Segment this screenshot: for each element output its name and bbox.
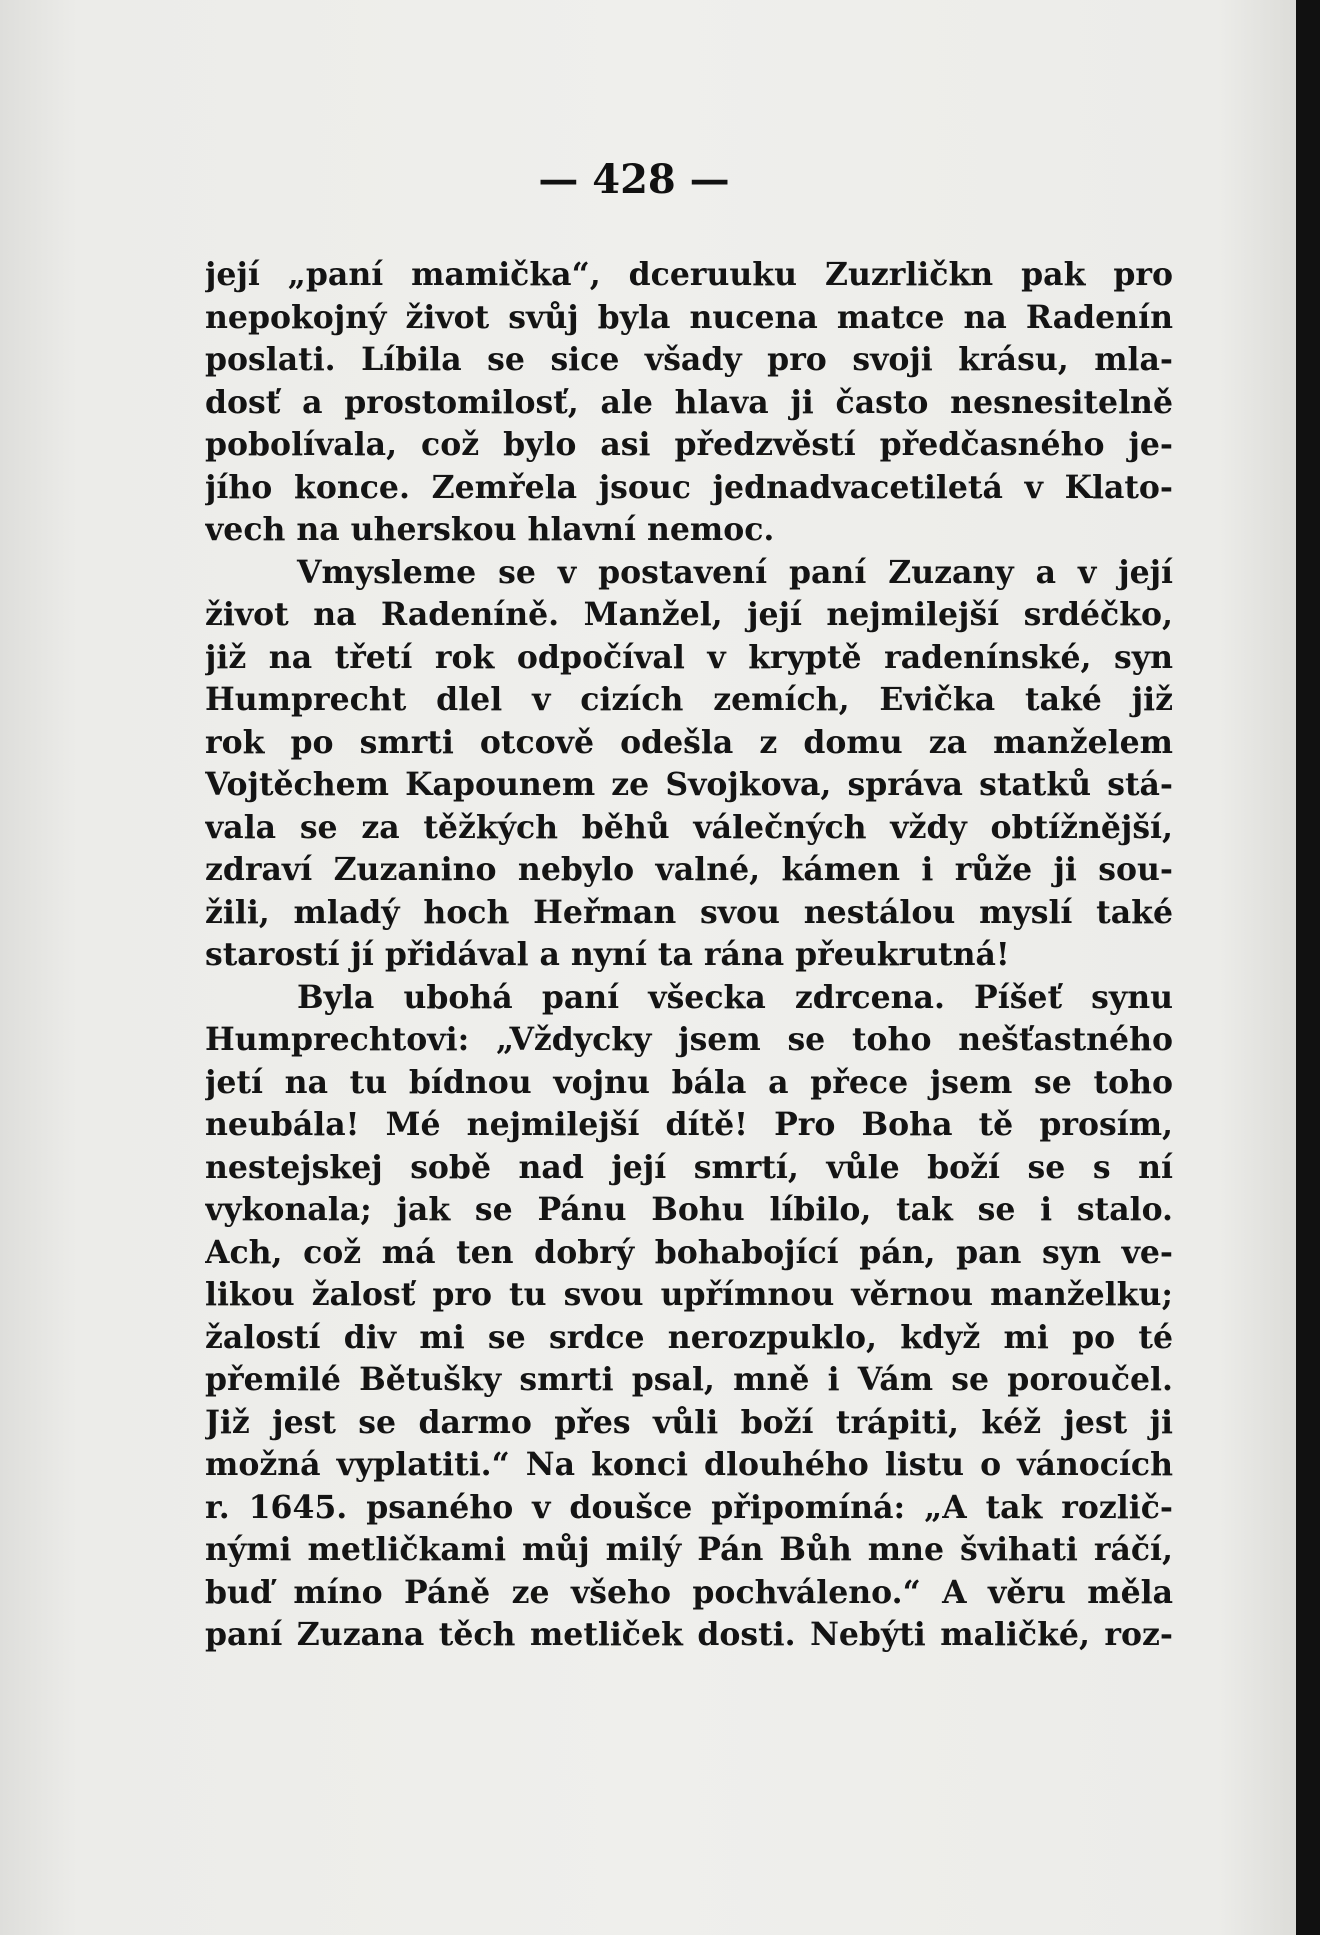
text-line: Ach, což má ten dobrý bohabojící pán, pan syn ve- (205, 1233, 1173, 1271)
text-line: likou žalosť pro tu svou upřímnou věrnou manželku; (205, 1276, 1173, 1313)
text-line: Humprecht dlel v cizích zemích, Evička také již (205, 681, 1173, 718)
text-line: nými metličkami můj milý Pán Bůh mne švihati ráčí, (205, 1531, 1173, 1568)
text-line: dosť a prostomilosť, ale hlava ji často nesnesitelně (205, 383, 1173, 421)
text-line: Již jest se darmo přes vůli boží trápiti, kéž jest ji (205, 1403, 1173, 1441)
text-line: jetí na tu bídnou vojnu bála a přece jsem se toho (205, 1063, 1173, 1101)
text-line: žalostí div mi se srdce nerozpuklo, když mi po té (205, 1318, 1173, 1356)
text-line: život na Radeníně. Manžel, její nejmilejší srdéčko, (205, 596, 1173, 633)
text-line: buď míno Páně ze všeho pochváleno.“ A věru měla (205, 1573, 1173, 1611)
text-line: pobolívala, což bylo asi předzvěstí předčasného je- (205, 426, 1173, 463)
text-line: vykonala; jak se Pánu Bohu líbilo, tak se i stalo. (205, 1191, 1173, 1228)
text-line: již na třetí rok odpočíval v kryptě radenínské, syn (205, 638, 1173, 676)
text-line: Vojtěchem Kapounem ze Svojkova, správa statků stá- (205, 766, 1173, 803)
body-text (205, 254, 1173, 1657)
text-line: neubála! Mé nejmilejší dítě! Pro Boha tě prosím, (205, 1106, 1173, 1143)
page-number: — 428 — (538, 156, 730, 203)
text-line: vech na uherskou hlavní nemoc. (205, 511, 775, 548)
text-line: starostí jí přidával a nyní ta rána přeukrutná! (205, 936, 1010, 973)
text-line: přemilé Bětušky smrti psal, mně i Vám se poroučel. (205, 1361, 1173, 1398)
text-line: žili, mladý hoch Heřman svou nestálou myslí také (205, 893, 1173, 931)
text-line: poslati. Líbila se sice všady pro svoji krásu, mla- (205, 341, 1173, 378)
text-line: nestejskej sobě nad její smrtí, vůle boží se s ní (205, 1148, 1173, 1186)
text-line: možná vyplatiti.“ Na konci dlouhého listu o vánocích (205, 1446, 1173, 1483)
text-line: její „paní mamička“, dceruuku Zuzrličkn pak pro (205, 256, 1173, 293)
text-line: paní Zuzana těch metliček dosti. Nebýti maličké, roz- (205, 1616, 1173, 1653)
text-line: Byla ubohá paní všecka zdrcena. Píšeť synu (297, 978, 1173, 1016)
text-line: jího konce. Zemřela jsouc jednadvacetiletá v Klato- (205, 468, 1173, 506)
scan-dark-edge (1296, 0, 1320, 1935)
text-line: Vmysleme se v postavení paní Zuzany a v její (297, 553, 1173, 591)
text-line: Humprechtovi: „Vždycky jsem se toho nešťastného (205, 1021, 1173, 1058)
text-line: vala se za těžkých běhů válečných vždy obtížnější, (205, 808, 1173, 846)
text-line: nepokojný život svůj byla nucena matce na Radenín (205, 298, 1173, 336)
text-line: rok po smrti otcově odešla z domu za manželem (205, 723, 1173, 761)
text-line: r. 1645. psaného v doušce připomíná: „A tak rozlič- (205, 1488, 1173, 1526)
text-line: zdraví Zuzanino nebylo valné, kámen i růže ji sou- (205, 851, 1173, 888)
